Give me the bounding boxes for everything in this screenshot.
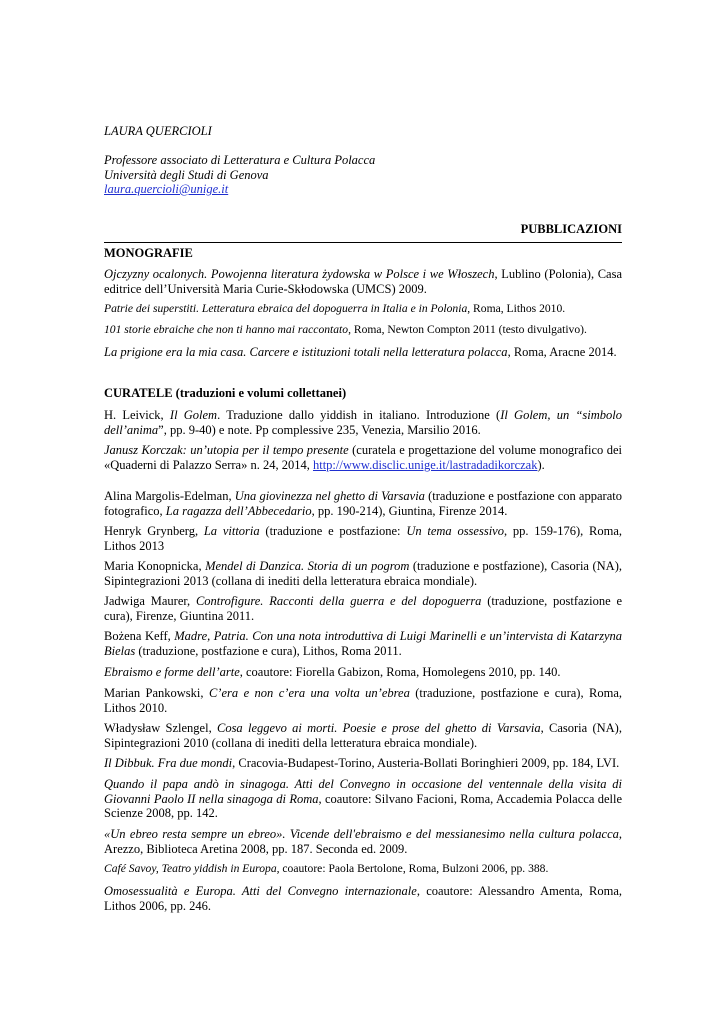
curatela-entry: Janusz Korczak: un’utopia per il tempo presente (curatela e progettazione del volume monografico dei «Quaderni di Palazzo Serra» n. 24, 2014, http://www.disclic.unige.it/lastradadikorczak). [104,443,622,472]
curatela-entry: Bożena Keff, Madre, Patria. Con una nota introduttiva di Luigi Marinelli e un’intervista di Katarzyna Bielas (traduzione, postfazione e cura), Lithos, Roma 2011. [104,629,623,658]
monografia-entry: 101 storie ebraiche che non ti hanno mai raccontato, Roma, Newton Compton 2011 (testo divulgativo). [104,323,587,336]
monografia-entry: Ojczyzny ocalonych. Powojenna literatura żydowska w Polsce i we Włoszech, Lublino (Polonia), Casa editrice dell’Università Maria Curie-Skłodowska (UMCS) 2009. [104,267,622,296]
curatela-entry: Quando il papa andò in sinagoga. Atti del Convegno in occasione del ventennale della visita di Giovanni Paolo II nella sinagoga di Roma, coautore: Silvano Facioni, Roma, Accademia Polacca delle Scienze 2008, pp. 142. [104,777,622,820]
curatela-entry: Ebraismo e forme dell’arte, coautore: Fiorella Gabizon, Roma, Homolegens 2010, pp. 140. [104,665,561,679]
curatela-entry: Maria Konopnicka, Mendel di Danzica. Storia di un pogrom (traduzione e postfazione), Casoria (NA), Sipintegrazioni 2013 (collana di inediti della letteratura ebraica mondiale). [104,559,622,588]
curatela-entry: «Un ebreo resta sempre un ebreo». Vicende dell'ebraismo e del messianesimo nella cultura polacca, Arezzo, Biblioteca Aretina 2008, pp. 187. Seconda ed. 2009. [104,827,622,856]
korczak-link[interactable]: http://www.disclic.unige.it/lastradadikorczak [312,457,538,472]
affiliation-block [104,153,375,197]
curatela-entry: Władysław Szlengel, Cosa leggevo ai morti. Poesie e prose del ghetto di Varsavia, Casoria (NA), Sipintegrazioni 2010 (collana di inediti della letteratura ebraica mondiale). [104,721,622,750]
curatela-entry: Jadwiga Maurer, Controfigure. Racconti della guerra e del dopoguerra (traduzione, postfazione e cura), Firenze, Giuntina 2011. [104,594,622,623]
curatela-entry: Café Savoy, Teatro yiddish in Europa, coautore: Paola Bertolone, Roma, Bulzoni 2006, pp. 388. [104,862,549,875]
author-role: Professore associato di Letteratura e Cultura Polacca [104,153,376,167]
curatela-entry: Omosessualità e Europa. Atti del Convegno internazionale, coautore: Alessandro Amenta, Roma, Lithos 2006, pp. 246. [104,884,622,913]
curatela-entry: Alina Margolis-Edelman, Una giovinezza nel ghetto di Varsavia (traduzione e postfazione con apparato fotografico, La ragazza dell’Abbecedario, pp. 190-214), Giuntina, Firenze 2014. [104,489,622,518]
curatele-heading: CURATELE (traduzioni e volumi collettanei) [104,386,347,400]
monografie-heading: MONOGRAFIE [104,246,193,260]
author-email-link[interactable]: laura.quercioli@unige.it [104,182,229,196]
author-university: Università degli Studi di Genova [104,167,269,182]
curatela-entry: Marian Pankowski, C’era e non c’era una volta un’ebrea (traduzione, postfazione e cura), Roma, Lithos 2010. [104,686,622,715]
curatela-entry: H. Leivick, Il Golem. Traduzione dallo yiddish in italiano. Introduzione (Il Golem, un “simbolo dell’anima”, pp. 9-40) e note. Pp complessive 235, Venezia, Marsilio 2016. [104,408,622,437]
section-title: PUBBLICAZIONI [520,222,622,236]
author-name: LAURA QUERCIOLI [104,124,212,138]
section-divider [104,242,622,243]
curatela-entry: Il Dibbuk. Fra due mondi, Cracovia-Budapest-Torino, Austeria-Bollati Boringhieri 2009, pp. 184, LVI. [104,756,620,770]
curatela-entry: Henryk Grynberg, La vittoria (traduzione e postfazione: Un tema ossessivo, pp. 159-176), Roma, Lithos 2013 [104,524,622,553]
monografia-entry: Patrie dei superstiti. Letteratura ebraica del dopoguerra in Italia e in Polonia, Roma, Lithos 2010. [104,302,566,315]
monografia-entry: La prigione era la mia casa. Carcere e istituzioni totali nella letteratura polacca, Roma, Aracne 2014. [104,345,617,359]
